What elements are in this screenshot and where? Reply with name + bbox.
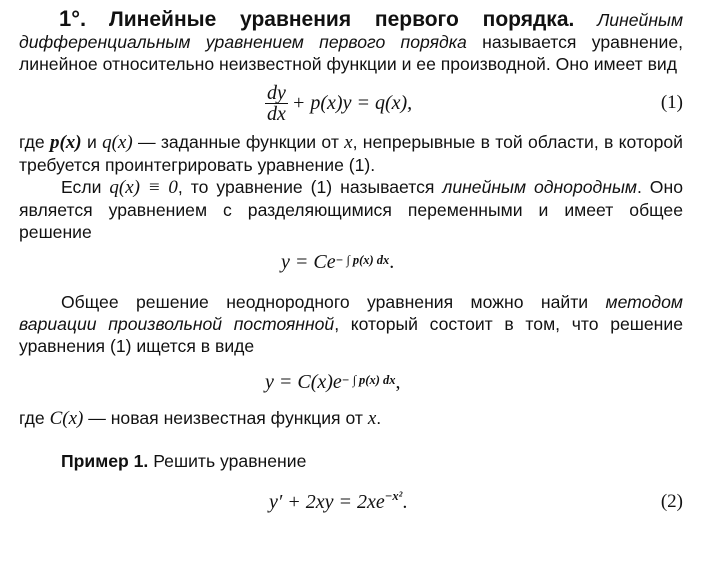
equation-base: y = C(x)e xyxy=(265,371,342,393)
equation-1-number: (1) xyxy=(660,92,683,113)
equation-homogeneous-solution xyxy=(19,243,683,281)
term-linear-de: Линейным дифференциальным уравнением первого порядка xyxy=(19,10,684,52)
page xyxy=(19,8,683,524)
fraction-numerator: dy xyxy=(267,81,286,104)
equation-1-body xyxy=(265,81,412,125)
text-fragment: , который состоит в том, что решение уравнения (1) ищется в виде xyxy=(19,314,683,356)
equation-exponent: −x² xyxy=(384,489,403,503)
text-fragment: . Оно является уравнением с разделяющимися переменными и имеет общее решение xyxy=(19,177,683,242)
paragraph-new-function xyxy=(19,407,683,430)
text-fragment: . xyxy=(376,408,382,428)
section-number: 1°. xyxy=(59,6,87,31)
text-fragment: Общее решение неоднородного уравнения можно найти xyxy=(61,292,589,312)
text-fragment: где xyxy=(19,408,45,428)
equation-tail: , xyxy=(395,371,401,393)
equation-tail: . xyxy=(402,491,408,513)
derivative-fraction xyxy=(265,83,288,124)
math-q-of-x: q(x) xyxy=(102,132,133,153)
math-c-of-x: C(x) xyxy=(49,408,84,429)
equation-exponent: − ∫ p(x) dx xyxy=(341,373,396,387)
math-p-of-x: p(x) xyxy=(49,132,82,153)
equation-exponent: − ∫ p(x) dx xyxy=(335,253,390,267)
math-x: x xyxy=(344,132,353,153)
example-heading xyxy=(19,450,683,472)
example-text: Решить уравнение xyxy=(153,451,307,471)
text-fragment: , то уравнение (1) называется xyxy=(177,177,435,197)
text-fragment: , непрерывные в той области, в которой требуется проинтегрировать уравнение (1). xyxy=(19,132,683,175)
equation-base: y = Ce xyxy=(281,251,336,273)
intro-text: называется уравнение, линейное относительно неизвестной функции и ее производной. Оно имеет вид xyxy=(19,32,683,74)
text-fragment: и xyxy=(86,132,97,152)
text-fragment: Если xyxy=(61,177,102,197)
math-x: x xyxy=(367,408,377,429)
term-linear-homogeneous: линейным однородным xyxy=(442,177,637,197)
fraction-denominator: dx xyxy=(267,102,286,125)
equation-2-body xyxy=(281,243,394,281)
equation-tail: . xyxy=(389,251,395,273)
section-title: Линейные уравнения первого порядка. xyxy=(109,8,575,31)
equation-4-body xyxy=(269,480,407,524)
paragraph-homogeneous xyxy=(19,176,683,243)
equation-1 xyxy=(19,81,683,125)
example-label: Пример 1. xyxy=(61,451,149,471)
text-fragment: — новая неизвестная функция от xyxy=(88,408,363,428)
equation-1-rhs: + p(x)y = q(x), xyxy=(291,92,413,114)
paragraph-definitions xyxy=(19,131,683,176)
math-q-equiv-zero: q(x) ≡ 0 xyxy=(109,177,178,198)
equation-base: y′ + 2xy = 2xe xyxy=(269,491,385,513)
text-fragment: — заданные функции от xyxy=(137,132,339,152)
paragraph-intro xyxy=(19,8,683,75)
equation-2-number: (2) xyxy=(660,491,683,512)
text-fragment: где xyxy=(19,132,45,152)
equation-variation-form xyxy=(19,357,683,407)
paragraph-variation xyxy=(19,291,683,357)
equation-2 xyxy=(19,480,683,524)
term-variation-method: методом вариации произвольной постоянной xyxy=(19,292,683,334)
equation-3-body xyxy=(265,357,401,407)
